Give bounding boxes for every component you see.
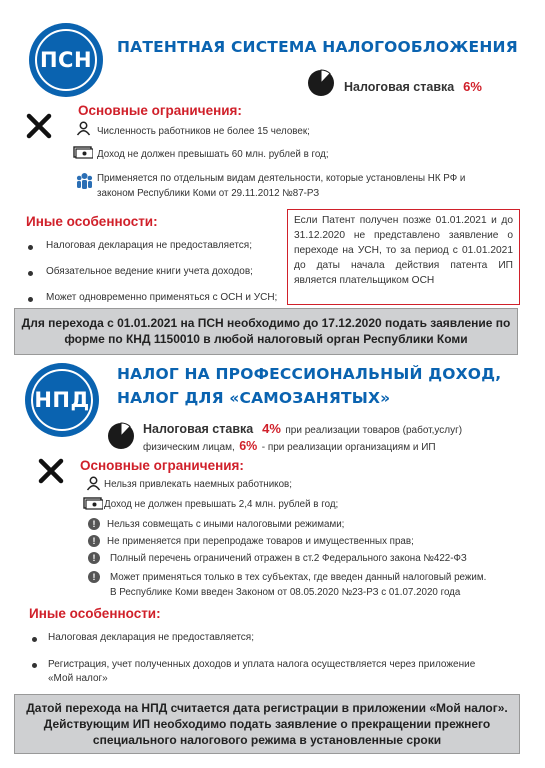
npd-rate-text-1: при реализации товаров (работ,услуг) [285, 425, 463, 436]
npd-restriction-3: Нельзя совмещать с иными налоговыми режимами; [107, 519, 345, 530]
pie-icon [106, 421, 136, 451]
npd-restriction-2: Доход не должен превышать 2,4 млн. рублей в год; [104, 499, 339, 510]
npd-logo-text: НПД [34, 388, 90, 412]
npd-restrictions-title: Основные ограничения: [80, 458, 244, 473]
psn-title: ПАТЕНТНАЯ СИСТЕМА НАЛОГООБЛОЖЕНИЯ [117, 38, 518, 56]
npd-title-line1: НАЛОГ НА ПРОФЕССИОНАЛЬНЫЙ ДОХОД, [117, 365, 502, 383]
bullet [32, 637, 37, 642]
psn-rate-value: 6% [463, 79, 482, 94]
people-icon [76, 172, 93, 190]
npd-logo [25, 363, 99, 437]
psn-other-title: Иные особенности: [26, 214, 158, 229]
npd-rate-text-2a: физическим лицам, [143, 442, 235, 453]
npd-banner [14, 694, 520, 754]
psn-restrictions-title: Основные ограничения: [78, 103, 242, 118]
npd-rate-label: Налоговая ставка [143, 422, 254, 436]
psn-logo-text: ПСН [39, 48, 93, 72]
psn-restriction-3 [97, 172, 517, 200]
psn-rate-label: Налоговая ставка [344, 80, 455, 94]
npd-rate-line2 [143, 437, 436, 455]
psn-banner-line1: Для перехода с 01.01.2021 на ПСН необходимо до 17.12.2020 подать заявление по [21, 316, 511, 330]
npd-other-1: Налоговая декларация не предоставляется; [48, 632, 254, 643]
psn-restriction-3-line1: Применяется по отдельным видам деятельности, которые установлены НК РФ и [97, 173, 466, 184]
npd-other-2-line2: «Мой налог» [48, 673, 108, 684]
money-icon [83, 497, 103, 510]
warning-icon: ! [88, 552, 100, 564]
npd-other-2 [48, 658, 475, 686]
psn-banner [14, 308, 518, 355]
person-icon [86, 476, 101, 491]
npd-banner-line3: специального налогового режима в установленные сроки [92, 733, 442, 747]
npd-rate-line1 [143, 420, 462, 438]
psn-other-1: Налоговая декларация не предоставляется; [46, 240, 252, 251]
psn-restriction-3-line2: законом Республики Коми от 29.11.2012 №87-РЗ [97, 188, 320, 199]
cross-icon [26, 113, 52, 139]
npd-restriction-5: Полный перечень ограничений отражен в ст.2 Федерального закона №422-ФЗ [110, 553, 467, 564]
npd-restriction-6-line1: Может применяться только в тех субъектах, где введен данный налоговый режим. [110, 572, 487, 583]
npd-other-2-line1: Регистрация, учет полученных доходов и уплата налога осуществляется через приложение [48, 659, 476, 670]
npd-rate-value-2: 6% [239, 439, 258, 453]
psn-rate [344, 78, 482, 96]
warning-icon: ! [88, 571, 100, 583]
cross-icon [38, 458, 64, 484]
person-icon [76, 121, 91, 136]
npd-title-line2: НАЛОГ ДЛЯ «САМОЗАНЯТЫХ» [117, 389, 391, 407]
npd-restriction-6 [110, 571, 530, 599]
bullet [32, 663, 37, 668]
npd-restriction-4: Не применяется при перепродаже товаров и имущественных прав; [107, 536, 414, 547]
pie-icon [306, 68, 336, 98]
warning-icon: ! [88, 535, 100, 547]
psn-other-3: Может одновременно применяться с ОСН и УСН; [46, 292, 278, 303]
psn-other-2: Обязательное ведение книги учета доходов; [46, 266, 253, 277]
npd-banner-line2: Действующим ИП необходимо подать заявление о прекращении прежнего [43, 717, 491, 731]
psn-logo [29, 23, 103, 97]
npd-rate-value-1: 4% [262, 421, 281, 436]
psn-banner-line2: форме по КНД 1150010 в любой налоговый орган Республики Коми [64, 332, 468, 346]
npd-restriction-6-line2: В Республике Коми введен Законом от 08.05.2020 №23-РЗ с 01.07.2020 года [110, 587, 461, 598]
npd-other-title: Иные особенности: [29, 606, 161, 621]
psn-note-box: Если Патент получен позже 01.01.2021 и до 31.12.2020 не представлено заявление о переходе на УСН, то за период с 01.01.2021 до даты начала действия патента ИП является плательщиком ОСН [287, 209, 520, 305]
bullet [28, 245, 33, 250]
npd-restriction-1: Нельзя привлекать наемных работников; [104, 479, 292, 490]
bullet [28, 297, 33, 302]
money-icon [73, 146, 93, 159]
npd-rate-text-2b: - при реализации организациям и ИП [261, 442, 436, 453]
bullet [28, 271, 33, 276]
warning-icon: ! [88, 518, 100, 530]
psn-restriction-1: Численность работников не более 15 человек; [97, 126, 310, 137]
psn-restriction-2: Доход не должен превышать 60 млн. рублей в год; [97, 149, 329, 160]
npd-banner-line1: Датой перехода на НПД считается дата регистрации в приложении «Мой налог». [26, 701, 508, 715]
